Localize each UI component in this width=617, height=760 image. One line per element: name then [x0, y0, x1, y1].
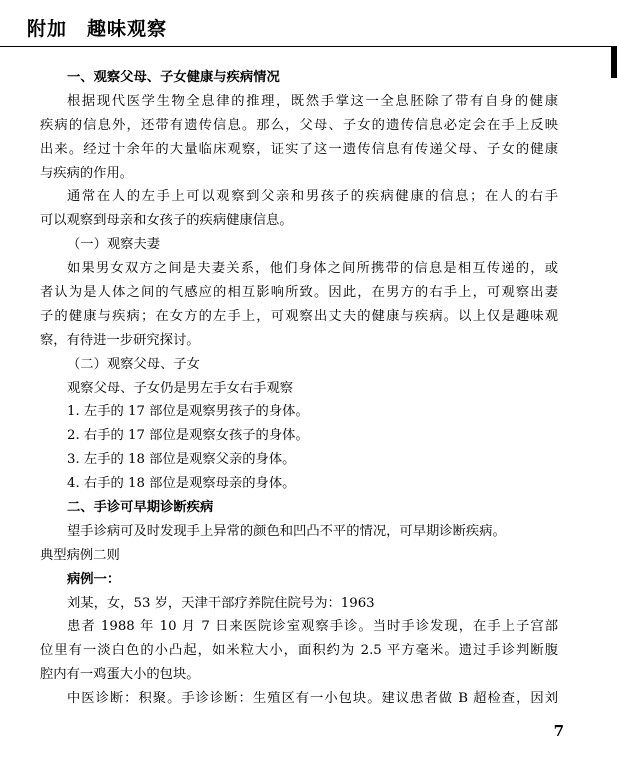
- subsection-heading-2: （二）观察父母、子女: [67, 356, 200, 372]
- section-tab-marker: [611, 46, 617, 78]
- section-heading-2: 二、手诊可早期诊断疾病: [67, 500, 214, 516]
- page-header-title: 附加 趣味观察: [27, 18, 168, 40]
- paragraph-line: 疾病的信息外，还带有遗传信息。那么，父母、子女的遗传信息必定会在手上反映: [40, 117, 558, 133]
- paragraph-line: 与疾病的作用。: [40, 165, 134, 181]
- paragraph-line: 可以观察到母亲和女孩子的疾病健康信息。: [40, 213, 293, 229]
- paragraph-line: 如果男女双方之间是夫妻关系，他们身体之间所携带的信息是相互传递的，或: [67, 261, 558, 277]
- paragraph-line: 子的健康与疾病；在女方的左手上，可观察出丈夫的健康与疾病。以上仅是趣味观: [40, 308, 558, 324]
- page-number: 7: [553, 722, 564, 740]
- list-item: 4. 右手的 18 部位是观察母亲的身体。: [67, 476, 296, 492]
- case-heading: 病例一：: [67, 571, 121, 587]
- paragraph-line: 观察父母、子女仍是男左手女右手观察: [67, 380, 294, 396]
- paragraph-line: 根据现代医学生物全息律的推理，既然手掌这一全息胚除了带有自身的健康: [67, 93, 558, 109]
- paragraph-line: 典型病例二则: [40, 547, 120, 563]
- paragraph-line: 腔内有一鸡蛋大小的包块。: [40, 667, 200, 683]
- subsection-heading-1: （一）观察夫妻: [67, 237, 161, 253]
- paragraph-line: 者认为是人体之间的气感应的相互影响所致。因此，在男方的右手上，可观察出妻: [40, 285, 558, 301]
- list-item: 2. 右手的 17 部位是观察女孩子的身体。: [67, 428, 309, 444]
- paragraph-line: 通常在人的左手上可以观察到父亲和男孩子的疾病健康的信息；在人的右手: [67, 189, 558, 205]
- paragraph-line: 位里有一淡白色的小凸起，如米粒大小，面积约为 2.5 平方毫米。遗过手诊判断腹: [40, 643, 558, 659]
- paragraph-line: 中医诊断：积聚。手诊诊断：生殖区有一小包块。建议患者做 B 超检查，因刘: [67, 691, 558, 707]
- list-item: 3. 左手的 18 部位是观察父亲的身体。: [67, 452, 296, 468]
- paragraph-line: 出来。经过十余年的大量临床观察，证实了这一遗传信息有传递父母、子女的健康: [40, 141, 558, 157]
- list-item: 1. 左手的 17 部位是观察男孩子的身体。: [67, 404, 309, 420]
- paragraph-line: 望手诊病可及时发现手上异常的颜色和凹凸不平的情况，可早期诊断疾病。: [67, 523, 506, 539]
- paragraph-line: 刘某，女，53 岁，天津干部疗养院住院号为：1963: [67, 595, 375, 611]
- header-divider: [0, 46, 617, 47]
- page-body: [40, 66, 558, 711]
- paragraph-line: 患者 1988 年 10 月 7 日来医院诊室观察手诊。当时手诊发现，在手上子宫部: [67, 619, 558, 635]
- paragraph-line: 察，有待进一步研究探讨。: [40, 332, 200, 348]
- section-heading-1: 一、观察父母、子女健康与疾病情况: [67, 70, 280, 85]
